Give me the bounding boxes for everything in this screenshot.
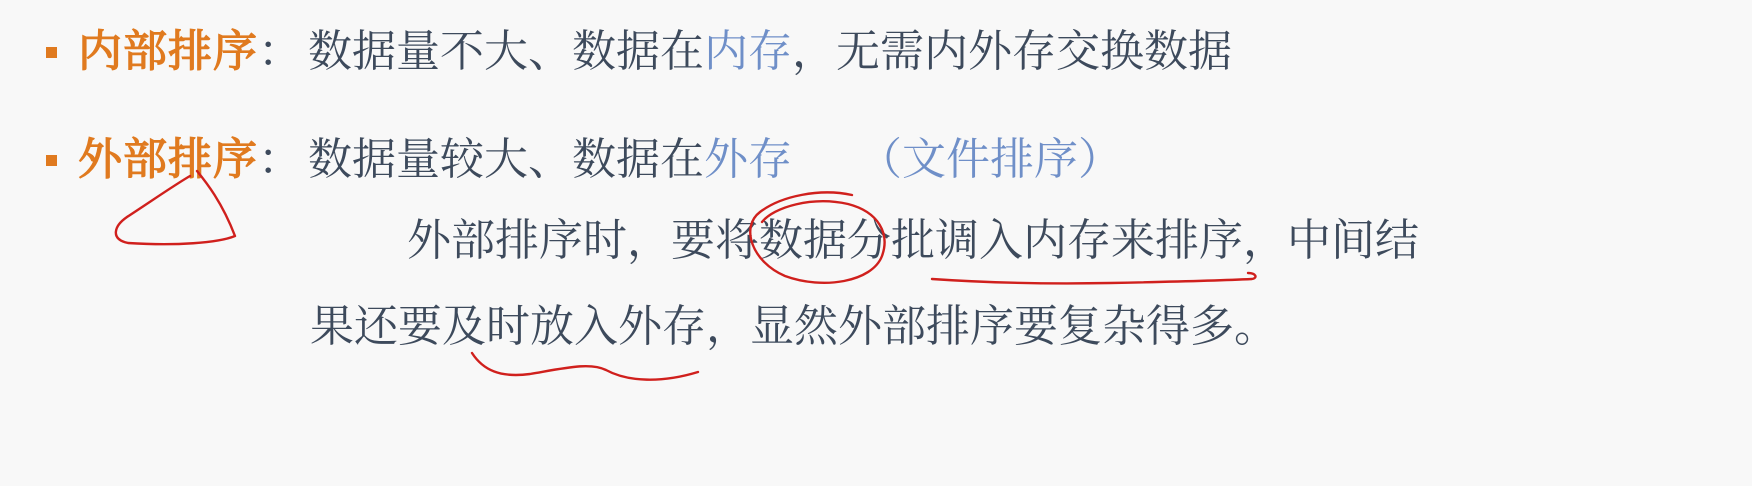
bullet-internal-sort <box>46 17 1232 87</box>
bullet-square-icon <box>46 155 57 166</box>
bullet-square-icon <box>46 47 57 58</box>
pen-stroke-underline-bottom <box>472 353 698 380</box>
bullet-colon: ： <box>258 26 302 77</box>
bullet-term: 内部排序 <box>78 26 258 77</box>
bullet-highlight: 外存 <box>704 134 792 185</box>
pen-stroke-underline-top <box>932 273 1255 283</box>
bullet-colon: ： <box>258 134 302 185</box>
bullet-term: 外部排序 <box>78 134 258 185</box>
bullet-description: 数据量较大、数据在 <box>308 134 704 185</box>
bullet-description: 数据量不大、数据在 <box>308 26 704 77</box>
bullet-description-tail: ，无需内外存交换数据 <box>792 26 1232 77</box>
bullet-highlight: 内存 <box>704 26 792 77</box>
bullet-external-sort <box>46 125 1122 195</box>
explanation-line-2: 果还要及时放入外存，显然外部排序要复杂得多。 <box>310 301 1278 352</box>
explanation-line-1: 外部排序时，要将数据分批调入内存来排序，中间结 <box>407 215 1419 266</box>
bullet-parenthetical: （文件排序） <box>858 134 1122 185</box>
